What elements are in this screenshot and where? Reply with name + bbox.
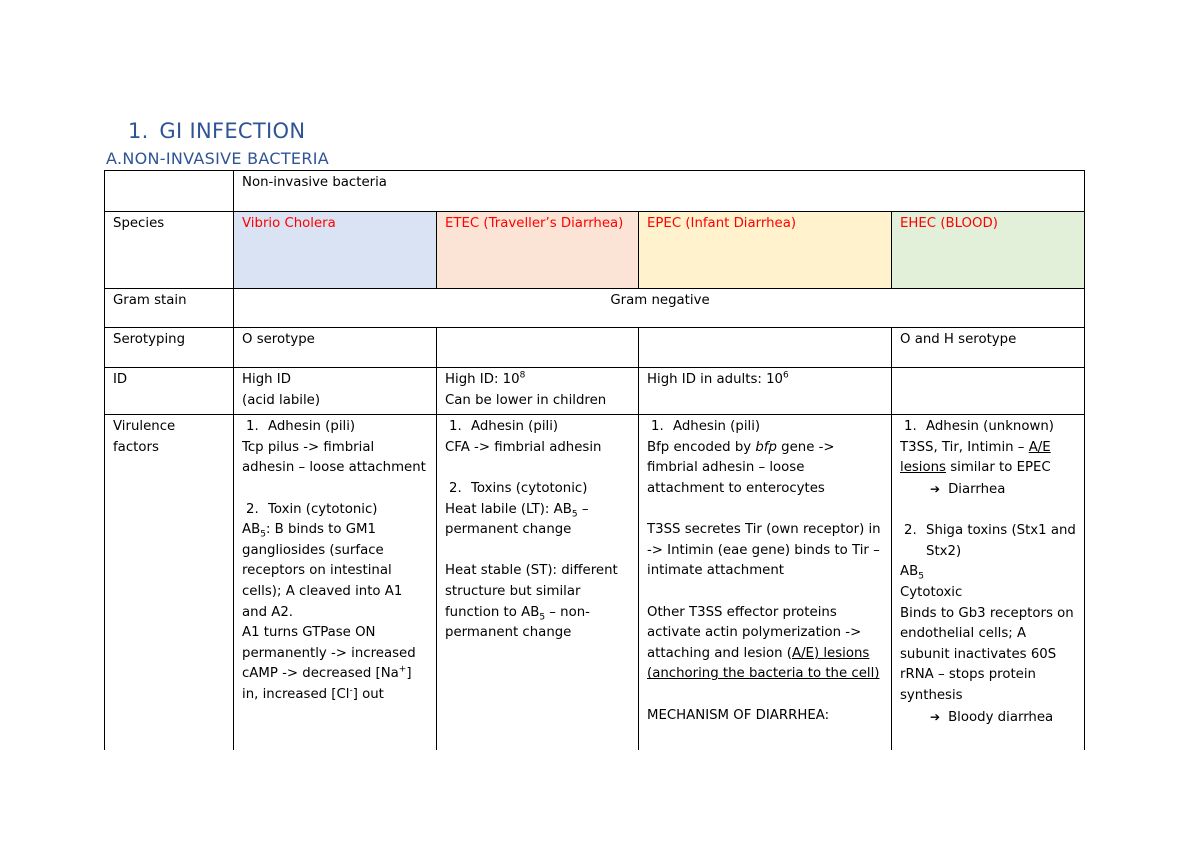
row-label-serotyping: Serotyping bbox=[105, 328, 234, 368]
row-label-id: ID bbox=[105, 368, 234, 415]
list-number: 2. bbox=[449, 480, 462, 496]
gram-value: Gram negative bbox=[234, 289, 1085, 328]
paragraph bbox=[900, 438, 1078, 479]
virulence-epec bbox=[639, 415, 892, 750]
list-text: Adhesin (pili) bbox=[673, 419, 761, 435]
list-item bbox=[900, 417, 1078, 438]
text-run: A1 turns GTPase ON permanently -> increased cAMP -> decreased [Na bbox=[242, 625, 416, 682]
text-run: Heat labile (LT): AB bbox=[445, 501, 572, 517]
id-epec bbox=[639, 368, 892, 415]
species-etec: ETEC (Traveller’s Diarrhea) bbox=[437, 212, 639, 289]
id-vibrio-line2: (acid labile) bbox=[242, 392, 321, 408]
virulence-etec bbox=[437, 415, 639, 750]
virulence-label-line1: Virulence bbox=[113, 419, 176, 435]
table-row-id bbox=[105, 368, 1085, 415]
id-etec bbox=[437, 368, 639, 415]
list-item bbox=[445, 417, 632, 438]
group-header-cell: Non-invasive bacteria bbox=[234, 171, 1085, 212]
text-run: – permanent change bbox=[445, 501, 589, 538]
arrow-text: Diarrhea bbox=[948, 481, 1006, 497]
paragraph: Cytotoxic bbox=[900, 584, 963, 600]
id-etec-exponent: 8 bbox=[519, 370, 526, 381]
arrow-right-icon: ➔ bbox=[930, 481, 941, 496]
list-number: 1. bbox=[904, 419, 917, 435]
list-text: Adhesin (unknown) bbox=[926, 419, 1054, 435]
list-number: 1. bbox=[246, 419, 259, 435]
list-item bbox=[445, 479, 632, 500]
subscript: 5 bbox=[571, 509, 578, 520]
list-item bbox=[242, 417, 430, 438]
species-ehec: EHEC (BLOOD) bbox=[892, 212, 1085, 289]
text-run: gene -> fimbrial adhesin – loose attachment to enterocytes bbox=[647, 439, 835, 496]
id-etec-line2: Can be lower in children bbox=[445, 392, 607, 408]
list-item bbox=[242, 500, 430, 521]
row-label-virulence bbox=[105, 415, 234, 750]
subscript: 5 bbox=[260, 529, 266, 540]
text-run: – non-permanent change bbox=[445, 604, 590, 641]
id-etec-line1 bbox=[445, 370, 632, 391]
paragraph: Binds to Gb3 receptors on endothelial cells; A subunit inactivates 60S rRNA – stops protein synthesis bbox=[900, 605, 1074, 703]
list-text: Toxin (cytotonic) bbox=[268, 501, 378, 517]
text-run: T3SS, Tir, Intimin – bbox=[900, 439, 1029, 455]
arrow-item bbox=[900, 707, 1078, 729]
subscript: 5 bbox=[539, 612, 546, 623]
text-run: AB bbox=[900, 564, 919, 580]
serotyping-etec bbox=[437, 328, 639, 368]
id-epec-exponent: 6 bbox=[783, 370, 789, 381]
text-run: AB bbox=[242, 522, 261, 538]
text-run: : B binds to GM1 gangliosides (surface receptors on intestinal cells); A cleaved into A1 and A2. bbox=[242, 522, 403, 620]
paragraph: Tcp pilus -> fimbrial adhesin – loose attachment bbox=[242, 439, 426, 476]
underlined-text: A/E lesions bbox=[900, 439, 1051, 476]
list-number: 2. bbox=[246, 501, 259, 517]
list-item bbox=[900, 521, 1078, 562]
text-run: ] out bbox=[352, 686, 384, 702]
arrow-item bbox=[900, 479, 1078, 501]
paragraph: MECHANISM OF DIARRHEA: bbox=[647, 707, 830, 723]
table-row-group-header bbox=[105, 171, 1085, 212]
serotyping-epec bbox=[639, 328, 892, 368]
table-row-serotyping bbox=[105, 328, 1085, 368]
row-label-gram: Gram stain bbox=[105, 289, 234, 328]
list-number: 1. bbox=[449, 419, 462, 435]
paragraph bbox=[445, 561, 632, 643]
text-run: similar to EPEC bbox=[946, 460, 1051, 476]
paragraph: CFA -> fimbrial adhesin bbox=[445, 439, 602, 455]
list-item bbox=[647, 417, 885, 438]
serotyping-ehec: O and H serotype bbox=[892, 328, 1085, 368]
paragraph bbox=[647, 438, 885, 500]
list-text: Toxins (cytotonic) bbox=[471, 480, 588, 496]
virulence-vibrio bbox=[234, 415, 437, 750]
list-text: Adhesin (pili) bbox=[471, 419, 559, 435]
text-run: Bfp encoded by bbox=[647, 439, 756, 455]
virulence-label-line2: factors bbox=[113, 439, 159, 455]
row-label-species: Species bbox=[105, 212, 234, 289]
table-cell-empty bbox=[105, 171, 234, 212]
species-epec: EPEC (Infant Diarrhea) bbox=[639, 212, 892, 289]
paragraph bbox=[242, 520, 430, 623]
paragraph bbox=[242, 623, 430, 705]
paragraph bbox=[445, 500, 632, 541]
list-number: 1. bbox=[651, 419, 664, 435]
id-vibrio bbox=[234, 368, 437, 415]
subsection-heading: A.NON-INVASIVE BACTERIA bbox=[106, 149, 330, 168]
superscript: - bbox=[349, 685, 353, 696]
subscript: 5 bbox=[918, 572, 924, 582]
italic-text: bfp bbox=[755, 439, 777, 455]
serotyping-vibrio: O serotype bbox=[234, 328, 437, 368]
bacteria-table bbox=[104, 170, 1085, 750]
table-row-species bbox=[105, 212, 1085, 289]
superscript: + bbox=[398, 664, 407, 675]
text-run: Heat stable (ST): different structure but similar function to AB bbox=[445, 563, 618, 620]
id-epec-line1 bbox=[647, 370, 885, 391]
list-text: Shiga toxins (Stx1 and Stx2) bbox=[926, 523, 1076, 559]
list-number: 2. bbox=[904, 523, 917, 539]
id-epec-text: High ID in adults: 10 bbox=[647, 372, 784, 387]
paragraph: T3SS secretes Tir (own receptor) in -> Intimin (eae gene) binds to Tir – intimate attachment bbox=[647, 522, 881, 579]
table-row-virulence bbox=[105, 415, 1085, 750]
virulence-ehec bbox=[892, 415, 1085, 750]
paragraph bbox=[900, 562, 1078, 583]
text-run: ] in, increased [Cl bbox=[242, 666, 412, 702]
arrow-right-icon: ➔ bbox=[930, 709, 941, 724]
section-heading: 1. GI INFECTION bbox=[128, 119, 306, 143]
id-ehec bbox=[892, 368, 1085, 415]
id-vibrio-line1: High ID bbox=[242, 372, 291, 387]
id-etec-text: High ID: 10 bbox=[445, 372, 520, 387]
underlined-text: A/E) lesions (anchoring the bacteria to the cell) bbox=[647, 645, 880, 682]
table-row-gram bbox=[105, 289, 1085, 328]
paragraph bbox=[647, 603, 885, 685]
arrow-text: Bloody diarrhea bbox=[948, 709, 1054, 725]
text-run: Other T3SS effector proteins activate actin polymerization -> attaching and lesion ( bbox=[647, 604, 862, 661]
species-vibrio: Vibrio Cholera bbox=[234, 212, 437, 289]
list-text: Adhesin (pili) bbox=[268, 419, 356, 435]
